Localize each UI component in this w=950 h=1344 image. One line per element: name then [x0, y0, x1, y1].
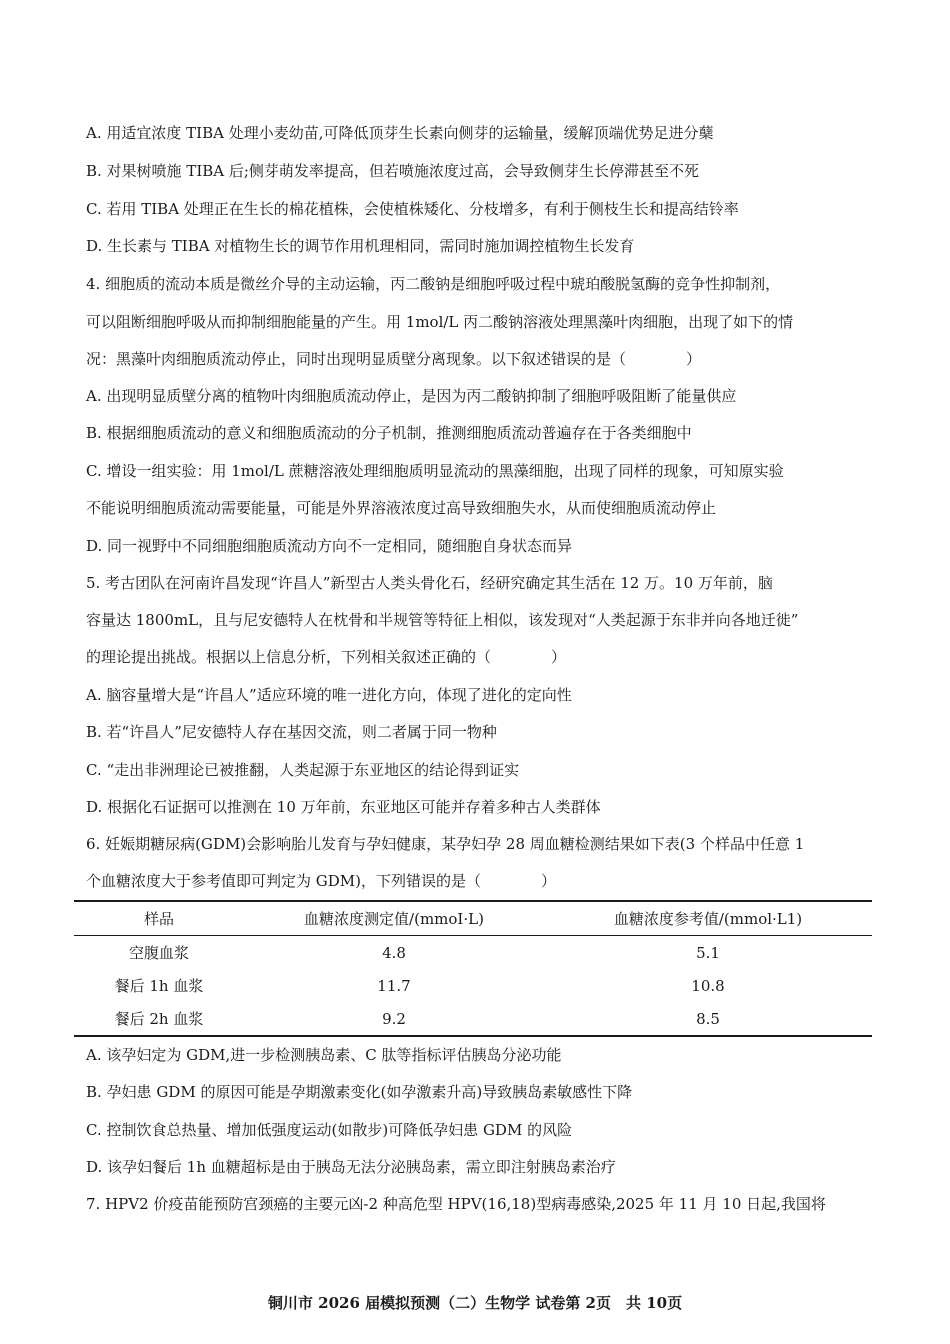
question-4-line-1: 4. 细胞质的流动本质是微丝介导的主动运输，丙二酸钠是细胞呼吸过程中琥珀酸脱氢酶的竞争性抑制剂， [86, 275, 781, 293]
option-3a: A. 用适宜浓度 TIBA 处理小麦幼苗,可降低顶芽生长素向侧芽的运输量，缓解顶端优势足进分蘖 [86, 124, 714, 142]
option-3c: C. 若用 TIBA 处理正在生长的棉花植株，会使植株矮化、分枝增多，有利于侧枝生长和提高结铃率 [86, 200, 739, 218]
table-cell: 空腹血浆 [128, 944, 189, 962]
option-5a: A. 脑容量增大是“许昌人”适应环境的唯一进化方向，体现了进化的定向性 [86, 686, 572, 704]
table-cell: 5.1 [696, 943, 720, 962]
option-3d: D. 生长素与 TIBA 对植物生长的调节作用机理相同，需同时施加调控植物生长发育 [86, 237, 635, 255]
question-4-line-3: 况：黑藻叶肉细胞质流动停止，同时出现明显质壁分离现象。以下叙述错误的是（ ） [86, 350, 702, 368]
option-4c-line-2: 不能说明细胞质流动需要能量，可能是外界溶液浓度过高导致细胞失水，从而使细胞质流动停止 [86, 499, 717, 517]
table-cell: 11.7 [377, 976, 411, 995]
option-4a: A. 出现明显质壁分离的植物叶肉细胞质流动停止，是因为丙二酸钠抑制了细胞呼吸阻断了能量供应 [86, 387, 737, 405]
page-footer: 铜川市 2026 届模拟预测（二）生物学 试卷第 2页 共 10页 [267, 1294, 683, 1312]
table-row [74, 936, 872, 970]
option-4b: B. 根据细胞质流动的意义和细胞质流动的分子机制，推测细胞质流动普遍存在于各类细胞中 [86, 424, 692, 442]
table-row [74, 969, 872, 1002]
option-6b: B. 孕妇患 GDM 的原因可能是孕期激素变化(如孕激素升高)导致胰岛素敏感性下降 [86, 1083, 633, 1101]
option-5d: D. 根据化石证据可以推测在 10 万年前，东亚地区可能并存着多种古人类群体 [86, 798, 601, 816]
question-6-line-1: 6. 妊娠期糖尿病(GDM)会影响胎儿发育与孕妇健康，某孕妇孕 28 周血糖检测结果如下表(3 个样品中任意 1 [86, 835, 805, 853]
question-6-line-2: 个血糖浓度大于参考值即可判定为 GDM)，下列错误的是（ ） [86, 872, 556, 890]
table-cell: 4.8 [382, 943, 406, 962]
question-5-line-1: 5. 考古团队在河南许昌发现“许昌人”新型古人类头骨化石，经研究确定其生活在 12 万。10 万年前，脑 [86, 574, 773, 592]
table-cell: 8.5 [696, 1009, 720, 1028]
option-6a: A. 该孕妇定为 GDM,进一步检测胰岛素、C 肽等指标评估胰岛分泌功能 [86, 1046, 562, 1064]
option-6c: C. 控制饮食总热量、增加低强度运动(如散步)可降低孕妇患 GDM 的风险 [86, 1121, 573, 1139]
question-7-line-1: 7. HPV2 价疫苗能预防宫颈癌的主要元凶-2 种高危型 HPV(16,18)型病毒感染,2025 年 11 月 10 日起,我国将 [86, 1195, 826, 1213]
table-header-cell: 血糖浓度参考值/(mmol·L1) [613, 910, 803, 928]
question-4-line-2: 可以阻断细胞呼吸从而抑制细胞能量的产生。用 1mol/L 丙二酸钠溶液处理黑藻叶肉细胞，出现了如下的情 [86, 313, 794, 331]
table-header-cell: 血糖浓度测定值/(mmoI·L) [304, 910, 484, 928]
table-cell: 9.2 [382, 1009, 406, 1028]
option-4c-line-1: C. 增设一组实验：用 1mol/L 蔗糖溶液处理细胞质明显流动的黑藻细胞，出现了同样的现象，可知原实验 [86, 462, 784, 480]
table-cell: 10.8 [691, 976, 725, 995]
option-5b: B. 若“许昌人”尼安德特人存在基因交流，则二者属于同一物种 [86, 723, 497, 741]
option-6d: D. 该孕妇餐后 1h 血糖超标是由于胰岛无法分泌胰岛素，需立即注射胰岛素治疗 [86, 1158, 616, 1176]
option-4d: D. 同一视野中不同细胞细胞质流动方向不一定相同，随细胞自身状态而异 [86, 537, 573, 555]
question-5-line-2: 容量达 1800mL，且与尼安德特人在枕骨和半规管等特征上相似，该发现对“人类起源于东非并向各地迁徙” [86, 611, 799, 629]
table-cell: 餐后 1h 血浆 [114, 977, 204, 995]
table-cell: 餐后 2h 血浆 [114, 1010, 204, 1028]
table-header-row [74, 901, 872, 936]
option-3b: B. 对果树喷施 TIBA 后;侧芽萌发率提高，但若喷施浓度过高，会导致侧芽生长停滞甚至不死 [86, 162, 699, 180]
table-header-cell: 样品 [143, 910, 174, 928]
table-row [74, 1002, 872, 1036]
question-5-line-3: 的理论提出挑战。根据以上信息分析，下列相关叙述正确的（ ） [86, 648, 567, 666]
blood-glucose-table [74, 900, 872, 1037]
option-5c: C. “走出非洲理论已被推翻，人类起源于东亚地区的结论得到证实 [86, 761, 520, 779]
